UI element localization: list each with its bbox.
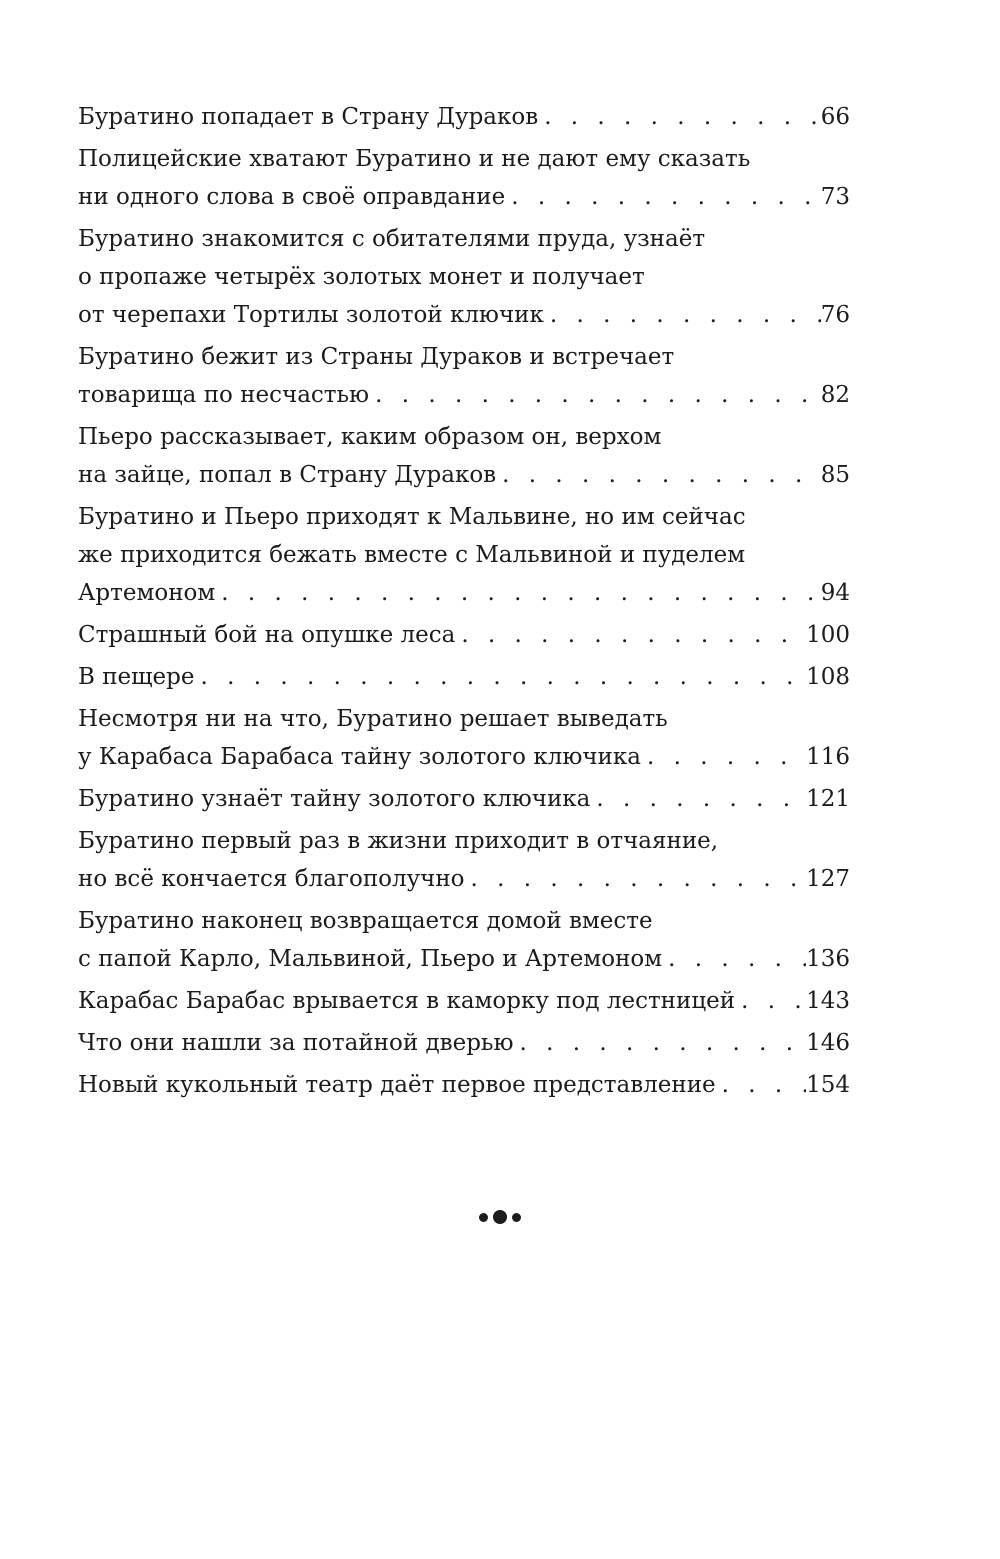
toc-entry-title-line: Новый кукольный театр даёт первое представление [78, 1072, 716, 1098]
toc-entry-title-line: Артемоном [78, 580, 216, 606]
ornament-dot-center [493, 1210, 507, 1224]
toc-entry-last-line [78, 296, 850, 334]
toc-entry-title-line: Несмотря ни на что, Буратино решает выведать [78, 706, 668, 732]
toc-page-number: 100 [806, 622, 850, 648]
dot-leader [369, 376, 821, 414]
toc-entry-last-line [78, 658, 850, 696]
toc-entry-last-line [78, 376, 850, 414]
toc-entry-title-line: Буратино наконец возвращается домой вместе [78, 908, 653, 934]
toc-page-number: 85 [820, 462, 850, 488]
toc-entry-title-line: Буратино и Пьеро приходят к Мальвине, но им сейчас [78, 504, 746, 530]
dot-leader [455, 616, 806, 654]
toc-entry-title-line: В пещере [78, 664, 195, 690]
dot-leader [513, 1024, 806, 1062]
toc-entry[interactable] [78, 140, 850, 216]
toc-page-number: 127 [806, 866, 850, 892]
toc-entry[interactable] [78, 338, 850, 414]
toc-entry[interactable] [78, 1024, 850, 1062]
toc-page-number: 146 [806, 1030, 850, 1056]
dot-leader [465, 860, 807, 898]
toc-entry-title-line: товарища по несчастью [78, 382, 370, 408]
dot-leader [544, 296, 821, 334]
toc-entry-title-line: Полицейские хватают Буратино и не дают ему сказать [78, 146, 751, 172]
toc-entry-title-line: с папой Карло, Мальвиной, Пьеро и Артемоном [78, 946, 663, 972]
toc-entry-last-line [78, 780, 850, 818]
toc-page-number: 143 [806, 988, 850, 1014]
toc-entry-last-line [78, 940, 850, 978]
toc-entry-last-line [78, 1024, 850, 1062]
dot-leader [735, 982, 806, 1020]
toc-entry-title-line: Пьеро рассказывает, каким образом он, верхом [78, 424, 662, 450]
toc-entry-title-line: Буратино первый раз в жизни приходит в отчаяние, [78, 828, 719, 854]
dot-leader [590, 780, 806, 818]
toc-page-number: 154 [806, 1072, 850, 1098]
toc-entry[interactable] [78, 780, 850, 818]
toc-entry-title-line: на зайце, попал в Страну Дураков [78, 462, 497, 488]
toc-entry-title-line: Карабас Барабас врывается в каморку под лестницей [78, 988, 736, 1014]
toc-entry[interactable] [78, 902, 850, 978]
toc-entry-last-line [78, 178, 850, 216]
toc-entry-last-line [78, 860, 850, 898]
dot-leader [505, 178, 820, 216]
toc-page-number: 136 [806, 946, 850, 972]
toc-entry[interactable] [78, 418, 850, 494]
toc-page-number: 108 [806, 664, 850, 690]
table-of-contents [78, 98, 850, 1108]
toc-entry-title-line: о пропаже четырёх золотых монет и получает [78, 264, 645, 290]
toc-entry-last-line [78, 456, 850, 494]
toc-entry-title-line: же приходится бежать вместе с Мальвиной и пуделем [78, 542, 746, 568]
dot-leader [662, 940, 806, 978]
toc-entry-title-line: Буратино попадает в Страну Дураков [78, 104, 539, 130]
toc-entry-title-line: Буратино узнаёт тайну золотого ключика [78, 786, 591, 812]
toc-entry[interactable] [78, 616, 850, 654]
toc-page-number: 94 [820, 580, 850, 606]
toc-entry-title-line: ни одного слова в своё оправдание [78, 184, 506, 210]
toc-entry-last-line [78, 982, 850, 1020]
toc-page-number: 76 [820, 302, 850, 328]
toc-page-number: 116 [806, 744, 850, 770]
toc-entry-title-line: у Карабаса Барабаса тайну золотого ключика [78, 744, 641, 770]
toc-entry-title-line: Буратино бежит из Страны Дураков и встречает [78, 344, 675, 370]
toc-entry-last-line [78, 738, 850, 776]
ornament-dot-right [512, 1213, 521, 1222]
toc-entry[interactable] [78, 822, 850, 898]
toc-page-number: 82 [820, 382, 850, 408]
toc-entry[interactable] [78, 1066, 850, 1104]
toc-entry-title-line: от черепахи Тортилы золотой ключик [78, 302, 544, 328]
toc-entry-last-line [78, 616, 850, 654]
toc-entry[interactable] [78, 498, 850, 612]
toc-entry-last-line [78, 1066, 850, 1104]
dot-leader [194, 658, 806, 696]
toc-entry[interactable] [78, 700, 850, 776]
dot-leader [716, 1066, 806, 1104]
toc-page-number: 73 [820, 184, 850, 210]
toc-entry[interactable] [78, 220, 850, 334]
toc-entry[interactable] [78, 98, 850, 136]
toc-page-number: 66 [820, 104, 850, 130]
toc-page-number: 121 [806, 786, 850, 812]
dot-leader [496, 456, 821, 494]
toc-entry-last-line [78, 574, 850, 612]
toc-entry-title-line: но всё кончается благополучно [78, 866, 465, 892]
ornament-dot-left [479, 1213, 488, 1222]
toc-entry-title-line: Буратино знакомится с обитателями пруда, узнаёт [78, 226, 706, 252]
toc-entry-title-line: Страшный бой на опушке леса [78, 622, 456, 648]
dot-leader [538, 98, 821, 136]
toc-entry[interactable] [78, 658, 850, 696]
toc-entry-last-line [78, 98, 850, 136]
ornament-dots [0, 1210, 1000, 1224]
dot-leader [215, 574, 820, 612]
dot-leader [641, 738, 806, 776]
toc-entry[interactable] [78, 982, 850, 1020]
toc-entry-title-line: Что они нашли за потайной дверью [78, 1030, 514, 1056]
